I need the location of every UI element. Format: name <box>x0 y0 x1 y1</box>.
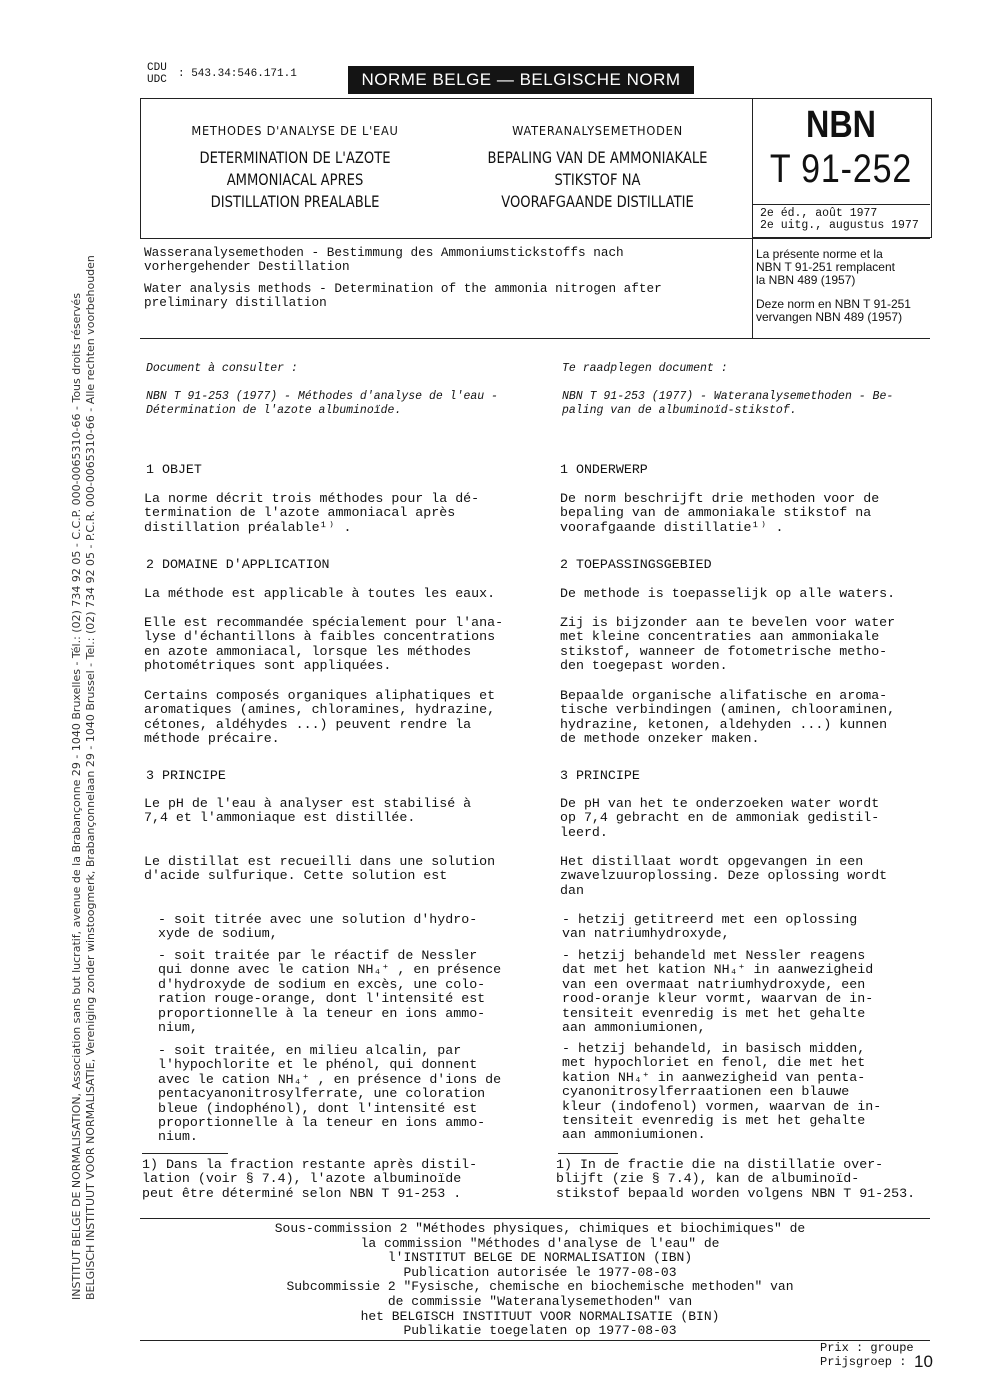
nbn-prefix: NBN <box>806 104 876 146</box>
fr-section-1-text: La norme décrit trois méthodes pour la dé- termination de l'azote ammoniacal après distillation préalable¹⁾ . <box>144 491 480 535</box>
header-bottom-rule <box>140 238 930 239</box>
publisher-line-fr: INSTITUT BELGE DE NORMALISATION, Association sans but lucratif, avenue de la Brabançonne 29 - 1040 Bruxelles - Tél.: (02) 734 92 05 - C.C.P. 000-0065310-66 - Tous droits réservés <box>70 293 83 1300</box>
fr-section-3-para-1: Le pH de l'eau à analyser est stabilisé à 7,4 et l'ammoniaque est distillée. <box>144 796 472 826</box>
nl-section-2-para-3: Bepaalde organische alifatische en aroma- tische verbindingen (aminen, chlooraminen, hydrazine, ketonen, aldehyden ...) kunnen de methode onzeker maken. <box>560 688 896 747</box>
publisher-line-nl: BELGISCH INSTITUUT VOOR NORMALISATIE, Vereniging zonder winstoogmerk, Brabançonnelaan 29 - 1040 Brussel - Tel.: (02) 734 92 05 - P.C.R. 000-0065310-66 - Alle rechten voorbehouden <box>84 255 97 1300</box>
fr-section-2-para-3: Certains composés organiques aliphatiques et aromatiques (amines, chloramines, hydrazine, cétones, aldéhydes ...) peuvent rendre la méthode précaire. <box>144 688 496 747</box>
nbn-number: T 91-252 <box>769 147 913 191</box>
nl-bullet-3: - hetzij behandeld, in basisch midden, met hypochloriet en fenol, die met het kation NH₄⁺ in aanwezigheid van penta- cyanonitrosylferraationen een blauwe kleur (indofenol) vormen, waarvan de in- tensiteit evenredig is met het gehalte aan ammoniumionen. <box>562 1041 882 1143</box>
fr-bullet-3: - soit traitée, en milieu alcalin, par l'hypochlorite et le phénol, qui donnent avec le cation NH₄⁺ , en présence d'ions de pentacyanonitrosylferrate, une coloration bleue (indophénol), dont l'intensité est proportionnelle à la teneur en ions ammo- nium. <box>158 1043 502 1145</box>
edition-divider <box>752 204 930 205</box>
fr-series-title: METHODES D'ANALYSE DE L'EAU <box>191 124 399 138</box>
header-left-rule <box>140 98 141 238</box>
nl-section-2-para-2: Zij is bijzonder aan te bevelen voor water met kleine concentraties aan ammoniakale stikstof, wanneer de fotometrische metho- den toegepast worden. <box>560 615 896 674</box>
replaces-nl: Deze norm en NBN T 91-251 vervangen NBN 489 (1957) <box>756 297 911 324</box>
fr-refdoc-text: NBN T 91-253 (1977) - Méthodes d'analyse de l'eau - Détermination de l'azote albuminoïde. <box>146 390 498 417</box>
footer-committee-text: Sous-commission 2 "Méthodes physiques, chimiques et biochimiques" de la commission "Méthodes d'analyse de l'eau" de l'INSTITUT BELGE DE NORMALISATION (IBN) Publication autorisée le 1977-08-03 Subcommissie 2 "Fysische, chemische en biochemische methoden" van de commissie "Wateranalysemethoden" van het BELGISCH INSTITUUT VOOR NORMALISATIE (BIN) Publikatie toegelaten op 1977-08-03 <box>274 1221 806 1339</box>
udc-label: UDC <box>147 74 167 86</box>
replaces-fr: La présente norme et la NBN T 91-251 remplacent la NBN 489 (1957) <box>756 247 895 287</box>
publisher-sidebar <box>70 255 98 1300</box>
nl-bullet-2: - hetzij behandeld met Nessler reagens dat met het kation NH₄⁺ in aanwezigheid van een overmaat natriumhydroxyde, een rood-oranje kleur vormt, waarvan de in- tensiteit evenredig is met het gehalte aan ammoniumionen, <box>562 948 874 1036</box>
fr-footnote-rule <box>142 1153 228 1154</box>
fr-section-2-heading: 2 DOMAINE D'APPLICATION <box>146 557 330 572</box>
price-label-fr: Prix : groupe <box>820 1341 914 1355</box>
nl-series-title: WATERANALYSEMETHODEN <box>512 124 683 138</box>
english-title: Water analysis methods - Determination of the ammonia nitrogen after preliminary distillation <box>144 281 662 311</box>
norm-banner: NORME BELGE — BELGISCHE NORM <box>348 66 694 94</box>
classification-code: : 543.34:546.171.1 <box>178 68 297 80</box>
nl-footnote: 1) In de fractie die na distillatie over- blijft (zie § 7.4), kan de albuminoïd- stikstof bepaald worden volgens NBN T 91-253. <box>556 1157 916 1201</box>
fr-section-3-heading: 3 PRINCIPE <box>146 768 226 783</box>
fr-section-2-para-1: La méthode est applicable à toutes les eaux. <box>144 586 496 601</box>
nl-footnote-rule <box>558 1153 618 1154</box>
fr-refdoc-heading: Document à consulter : <box>146 362 298 375</box>
nl-section-3-heading: 3 PRINCIPE <box>560 768 640 783</box>
fr-section-3-para-2: Le distillat est recueilli dans une solution d'acide sulfurique. Cette solution est <box>144 854 496 884</box>
nl-refdoc-text: NBN T 91-253 (1977) - Wateranalysemethoden - Be- paling van de albuminoïd-stikstof. <box>562 390 894 417</box>
german-title: Wasseranalysemethoden - Bestimmung des Ammoniumstickstoffs nach vorhergehender Destillation <box>144 245 624 275</box>
nl-section-3-para-1: De pH van het te onderzoeken water wordt op 7,4 gebracht en de ammoniak gedistil- leerd. <box>560 796 880 840</box>
nl-section-2-heading: 2 TOEPASSINGSGEBIED <box>560 557 712 572</box>
nl-section-1-text: De norm beschrijft drie methoden voor de bepaling van de ammoniakale stikstof na voorafgaande distillatie¹⁾ . <box>560 491 880 535</box>
footer-top-rule <box>140 1218 930 1219</box>
replaces-left-rule <box>752 238 753 338</box>
price-label-nl: Prijsgroep : <box>820 1355 907 1369</box>
edition-fr: 2e éd., août 1977 <box>760 207 878 220</box>
titles-bottom-rule <box>140 338 930 339</box>
nl-section-2-para-1: De methode is toepasselijk op alle waters. <box>560 586 896 601</box>
nl-refdoc-heading: Te raadplegen document : <box>562 362 728 375</box>
fr-section-1-heading: 1 OBJET <box>146 462 202 477</box>
footer-bottom-rule <box>140 1340 930 1341</box>
fr-footnote: 1) Dans la fraction restante après distil- lation (voir § 7.4), l'azote albuminoïde peut être déterminé selon NBN T 91-253 . <box>142 1157 478 1201</box>
cdu-label: CDU <box>147 62 167 74</box>
fr-bullet-1: - soit titrée avec une solution d'hydro- xyde de sodium, <box>158 912 478 942</box>
edition-nl: 2e uitg., augustus 1977 <box>760 219 919 232</box>
cdu-udc-label <box>147 62 167 86</box>
price-group-number: 10 <box>914 1352 933 1371</box>
fr-main-title: DETERMINATION DE L'AZOTE AMMONIACAL APRES DISTILLATION PREALABLE <box>199 148 391 211</box>
fr-section-2-para-2: Elle est recommandée spécialement pour l'ana- lyse d'échantillons à faibles concentrations en azote ammoniacal, lorsque les méthodes photométriques sont appliquées. <box>144 615 504 674</box>
fr-bullet-2: - soit traitée par le réactif de Nessler qui donne avec le cation NH₄⁺ , en présence d'hydroxyde de sodium en excès, une colo- ration rouge-orange, dont l'intensité est proportionnelle à la teneur en ions ammo- nium, <box>158 948 502 1036</box>
nl-bullet-1: - hetzij getitreerd met een oplossing van natriumhydroxyde, <box>562 912 858 942</box>
nl-section-1-heading: 1 ONDERWERP <box>560 462 648 477</box>
nl-main-title: BEPALING VAN DE AMMONIAKALE STIKSTOF NA VOORAFGAANDE DISTILLATIE <box>487 148 708 211</box>
nl-section-3-para-2: Het distillaat wordt opgevangen in een zwavelzuuroplossing. Deze oplossing wordt dan <box>560 854 888 898</box>
price-group-labels <box>820 1341 914 1369</box>
